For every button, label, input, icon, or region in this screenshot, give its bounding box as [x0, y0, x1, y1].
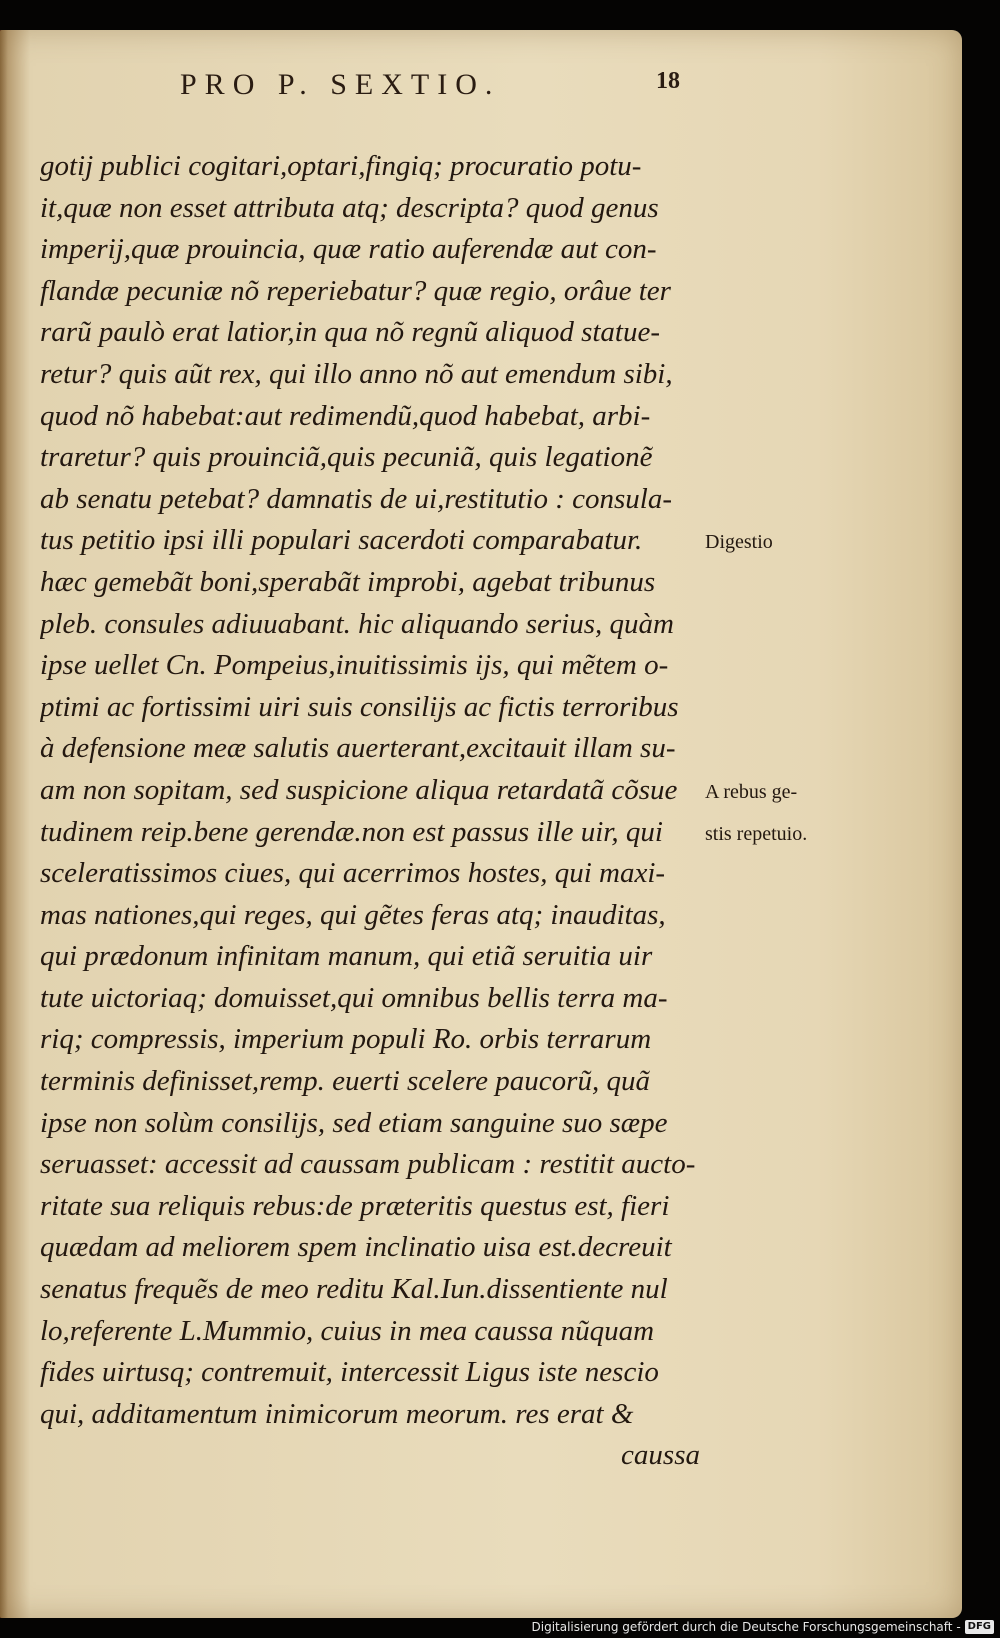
text-line: retur? quis aũt rex, qui illo anno nõ aut emendum sibi,	[40, 357, 673, 390]
margin-note: A rebus ge-	[705, 781, 798, 803]
text-line: ritate sua reliquis rebus:de præteritis questus est, fieri	[40, 1189, 670, 1222]
text-line: tute uictoriaq; domuisset,qui omnibus bellis terra ma-	[40, 981, 668, 1014]
text-line: quod nõ habebat:aut redimendũ,quod habebat, arbi-	[40, 399, 651, 432]
text-line: qui prædonum infinitam manum, qui etiã seruitia uir	[40, 940, 653, 973]
text-line: tus petitio ipsi illi populari sacerdoti comparabatur.	[40, 524, 643, 557]
digitization-footer	[532, 1620, 995, 1634]
text-line: riq; compressis, imperium populi Ro. orbis terrarum	[40, 1023, 652, 1056]
text-line: fides uirtusq; contremuit, intercessit Ligus iste nescio	[40, 1356, 659, 1389]
text-line: mas nationes,qui reges, qui gẽtes feras atq; inauditas,	[40, 898, 666, 931]
text-line: traretur? quis prouinciã,quis pecuniã, quis legationẽ	[40, 441, 653, 474]
text-line: qui, additamentum inimicorum meorum. res erat &	[40, 1397, 634, 1430]
text-line: sceleratissimos ciues, qui acerrimos hostes, qui maxi-	[40, 857, 666, 890]
margin-note: stis repetuio.	[705, 822, 808, 845]
text-line: imperij,quæ prouincia, quæ ratio auferendæ aut con-	[40, 233, 657, 266]
text-line: hæc gemebãt boni,sperabãt improbi, agebat tribunus	[40, 565, 656, 598]
page-header	[150, 68, 680, 118]
text-line: seruasset: accessit ad caussam publicam : restitit aucto-	[40, 1148, 696, 1181]
text-line: quædam ad meliorem spem inclinatio uisa est.decreuit	[40, 1231, 672, 1264]
text-line: ipse uellet Cn. Pompeius,inuitissimis ijs, qui mẽtem o-	[40, 649, 669, 682]
running-title: PRO P. SEXTIO.	[180, 68, 501, 101]
text-line: rarũ paulò erat latior,in qua nõ regnũ aliquod statue-	[40, 316, 661, 349]
text-line: à defensione meæ salutis auerterant,excitauit illam su-	[40, 732, 676, 765]
body-text	[40, 146, 700, 1477]
text-line: it,quæ non esset attributa atq; descripta? quod genus	[40, 191, 659, 224]
text-line: lo,referente L.Mummio, cuius in mea caussa nũquam	[40, 1314, 655, 1347]
text-line: am non sopitam, sed suspicione aliqua retardatã cõsue	[40, 773, 678, 806]
text-line: ipse non solùm consilijs, sed etiam sanguine suo sæpe	[40, 1106, 668, 1139]
text-line: tudinem reip.bene gerendæ.non est passus ille uir, qui	[40, 815, 663, 848]
text-line: terminis definisset,remp. euerti scelere paucorũ, quã	[40, 1065, 650, 1098]
text-line: pleb. consules adiuuabant. hic aliquando serius, quàm	[40, 607, 674, 640]
footer-credit: Digitalisierung gefördert durch die Deutsche Forschungsgemeinschaft -	[531, 1620, 961, 1634]
text-line: gotij publici cogitari,optari,fingiq; procuratio potu-	[40, 150, 642, 182]
text-line: ab senatu petebat? damnatis de ui,restitutio : consula-	[40, 482, 673, 515]
text-line: flandæ pecuniæ nõ reperiebatur? quæ regio, orâue ter	[40, 274, 671, 307]
text-line: caussa	[621, 1439, 700, 1472]
margin-note: Digestio	[705, 531, 773, 554]
dfg-logo-icon: DFG	[965, 1620, 994, 1634]
page-number: 18	[656, 68, 680, 94]
text-line: ptimi ac fortissimi uiri suis consilijs ac fictis terroribus	[40, 690, 679, 723]
text-line: senatus frequẽs de meo reditu Kal.Iun.dissentiente nul	[40, 1273, 668, 1306]
